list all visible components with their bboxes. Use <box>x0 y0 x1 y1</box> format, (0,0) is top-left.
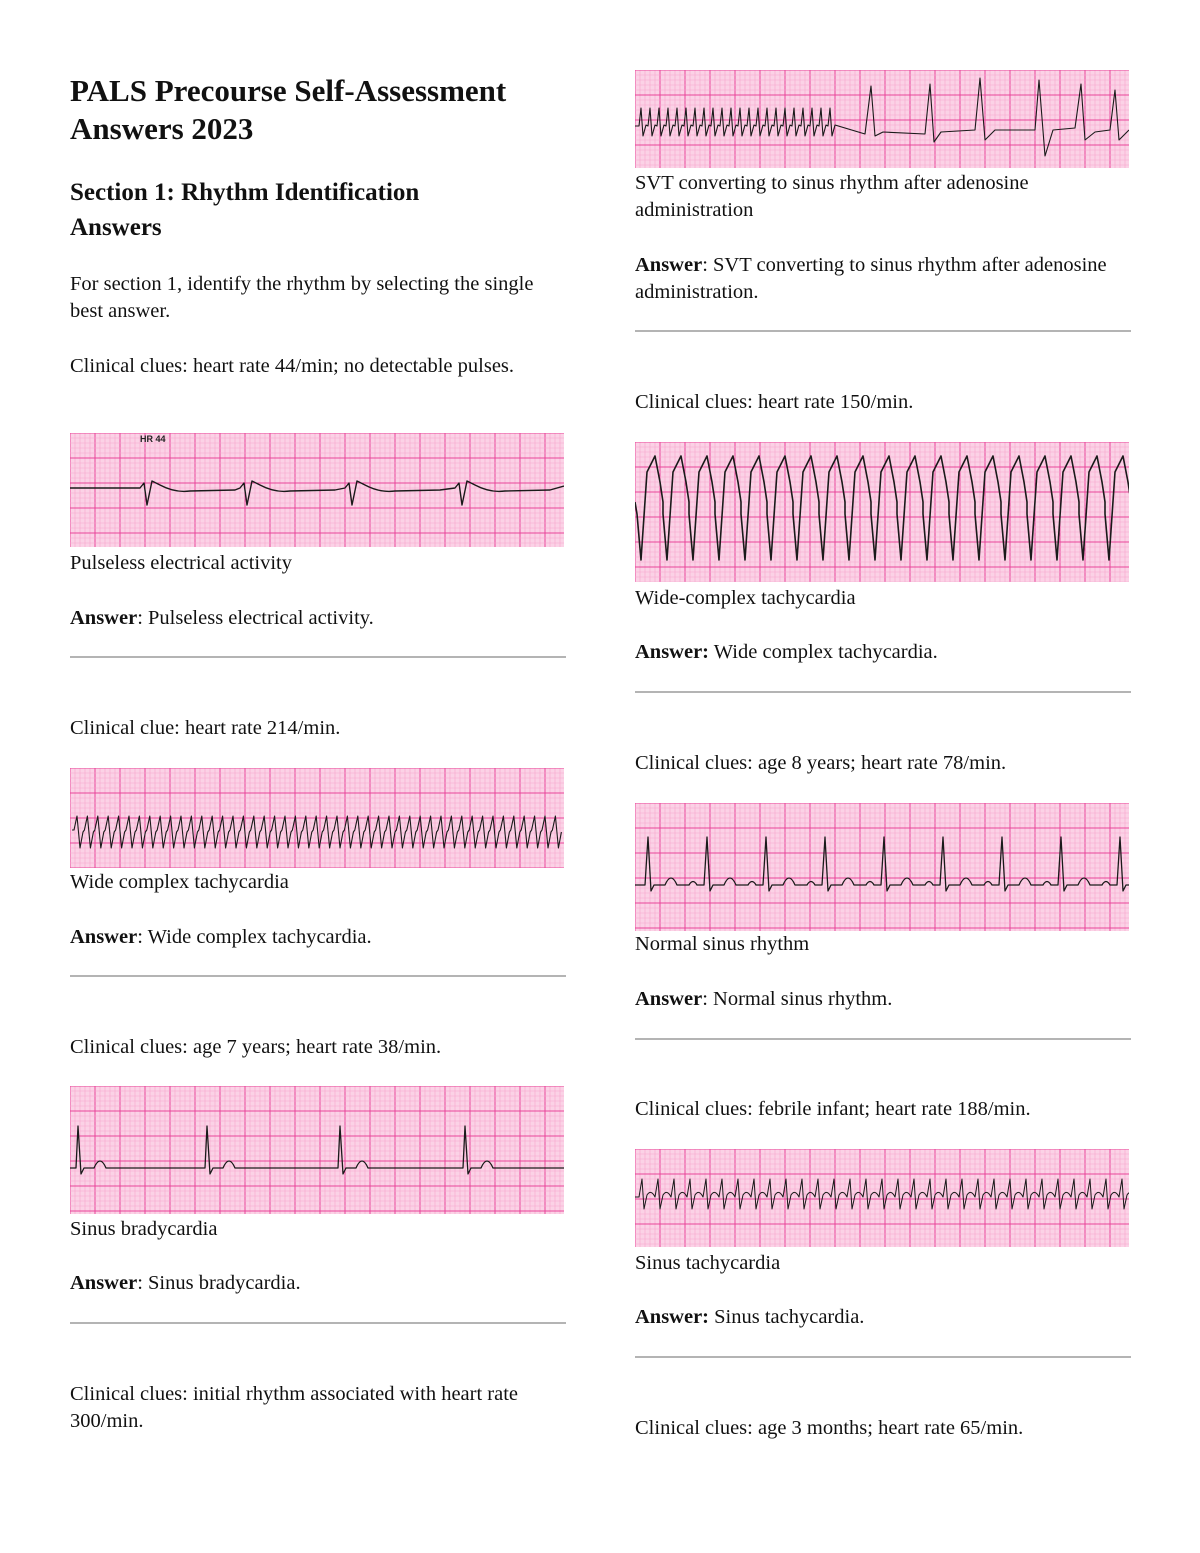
intro-text: For section 1, identify the rhythm by selecting the single best answer. <box>70 273 534 322</box>
section-title <box>70 175 566 245</box>
answer-text <box>70 924 566 951</box>
clinical-clue: Clinical clues: initial rhythm associated with heart rate 300/min. <box>70 1383 519 1432</box>
section-title-line-1: Section 1: Rhythm Identification <box>70 179 420 206</box>
answer-value: Wide complex tachycardia. <box>709 641 938 663</box>
divider <box>635 1038 1131 1040</box>
section-title-line-2: Answers <box>70 214 162 241</box>
answer-label: Answer <box>635 254 703 276</box>
answer-text <box>635 639 1131 666</box>
answer-text <box>70 605 566 632</box>
ecg-strip-normal-sinus-rhythm <box>635 803 1129 931</box>
rhythm-label: Pulseless electrical activity <box>70 552 293 574</box>
ecg-strip-wide-complex-tachycardia-2 <box>635 442 1129 582</box>
answer-text <box>70 1270 566 1297</box>
divider <box>635 1356 1131 1358</box>
ecg-strip-wide-complex-tachycardia <box>70 768 564 868</box>
answer-label: Answer <box>635 988 703 1010</box>
rhythm-label: Wide-complex tachycardia <box>635 587 856 609</box>
clinical-clue: Clinical clues: febrile infant; heart rate 188/min. <box>635 1098 1031 1120</box>
answer-text <box>635 252 1131 306</box>
ecg-strip-sinus-bradycardia <box>70 1086 564 1214</box>
answer-value: : SVT converting to sinus rhythm after adenosine administration. <box>635 254 1107 303</box>
answer-value: : Normal sinus rhythm. <box>702 988 893 1010</box>
rhythm-label: Wide complex tachycardia <box>70 871 289 893</box>
answer-value: : Wide complex tachycardia. <box>137 926 372 948</box>
clinical-clue: Clinical clues: age 8 years; heart rate 78/min. <box>635 752 1007 774</box>
rhythm-label: Normal sinus rhythm <box>635 933 810 955</box>
answer-label: Answer <box>70 1272 138 1294</box>
clinical-clue: Clinical clues: age 3 months; heart rate 65/min. <box>635 1417 1024 1439</box>
answer-value: : Sinus bradycardia. <box>137 1272 301 1294</box>
divider <box>635 691 1131 693</box>
answer-value: : Pulseless electrical activity. <box>137 607 374 629</box>
page-title <box>70 72 590 148</box>
answer-label: Answer: <box>635 1306 710 1328</box>
ecg-strip-pea <box>70 433 564 547</box>
answer-label: Answer <box>70 926 138 948</box>
clinical-clue: Clinical clues: heart rate 150/min. <box>635 391 914 413</box>
ecg-strip-svt-conversion <box>635 70 1129 168</box>
answer-text <box>635 986 1131 1013</box>
divider <box>70 656 566 658</box>
ecg-hr-label: HR 44 <box>140 434 166 444</box>
answer-label: Answer <box>70 607 138 629</box>
rhythm-label: Sinus bradycardia <box>70 1218 218 1240</box>
ecg-grid <box>70 768 564 868</box>
answer-value: Sinus tachycardia. <box>709 1306 865 1328</box>
clinical-clue: Clinical clues: heart rate 44/min; no detectable pulses. <box>70 355 515 377</box>
divider <box>70 1322 566 1324</box>
rhythm-label: SVT converting to sinus rhythm after adenosine administration <box>635 172 1029 221</box>
answer-text <box>635 1304 1131 1331</box>
clinical-clue: Clinical clue: heart rate 214/min. <box>70 717 341 739</box>
ecg-strip-sinus-tachycardia <box>635 1149 1129 1247</box>
answer-label: Answer: <box>635 641 710 663</box>
divider <box>635 330 1131 332</box>
page-title-line-1: PALS Precourse Self-Assessment <box>70 73 507 108</box>
divider <box>70 975 566 977</box>
page-title-line-2: Answers 2023 <box>70 111 254 146</box>
clinical-clue: Clinical clues: age 7 years; heart rate 38/min. <box>70 1036 442 1058</box>
rhythm-label: Sinus tachycardia <box>635 1252 781 1274</box>
